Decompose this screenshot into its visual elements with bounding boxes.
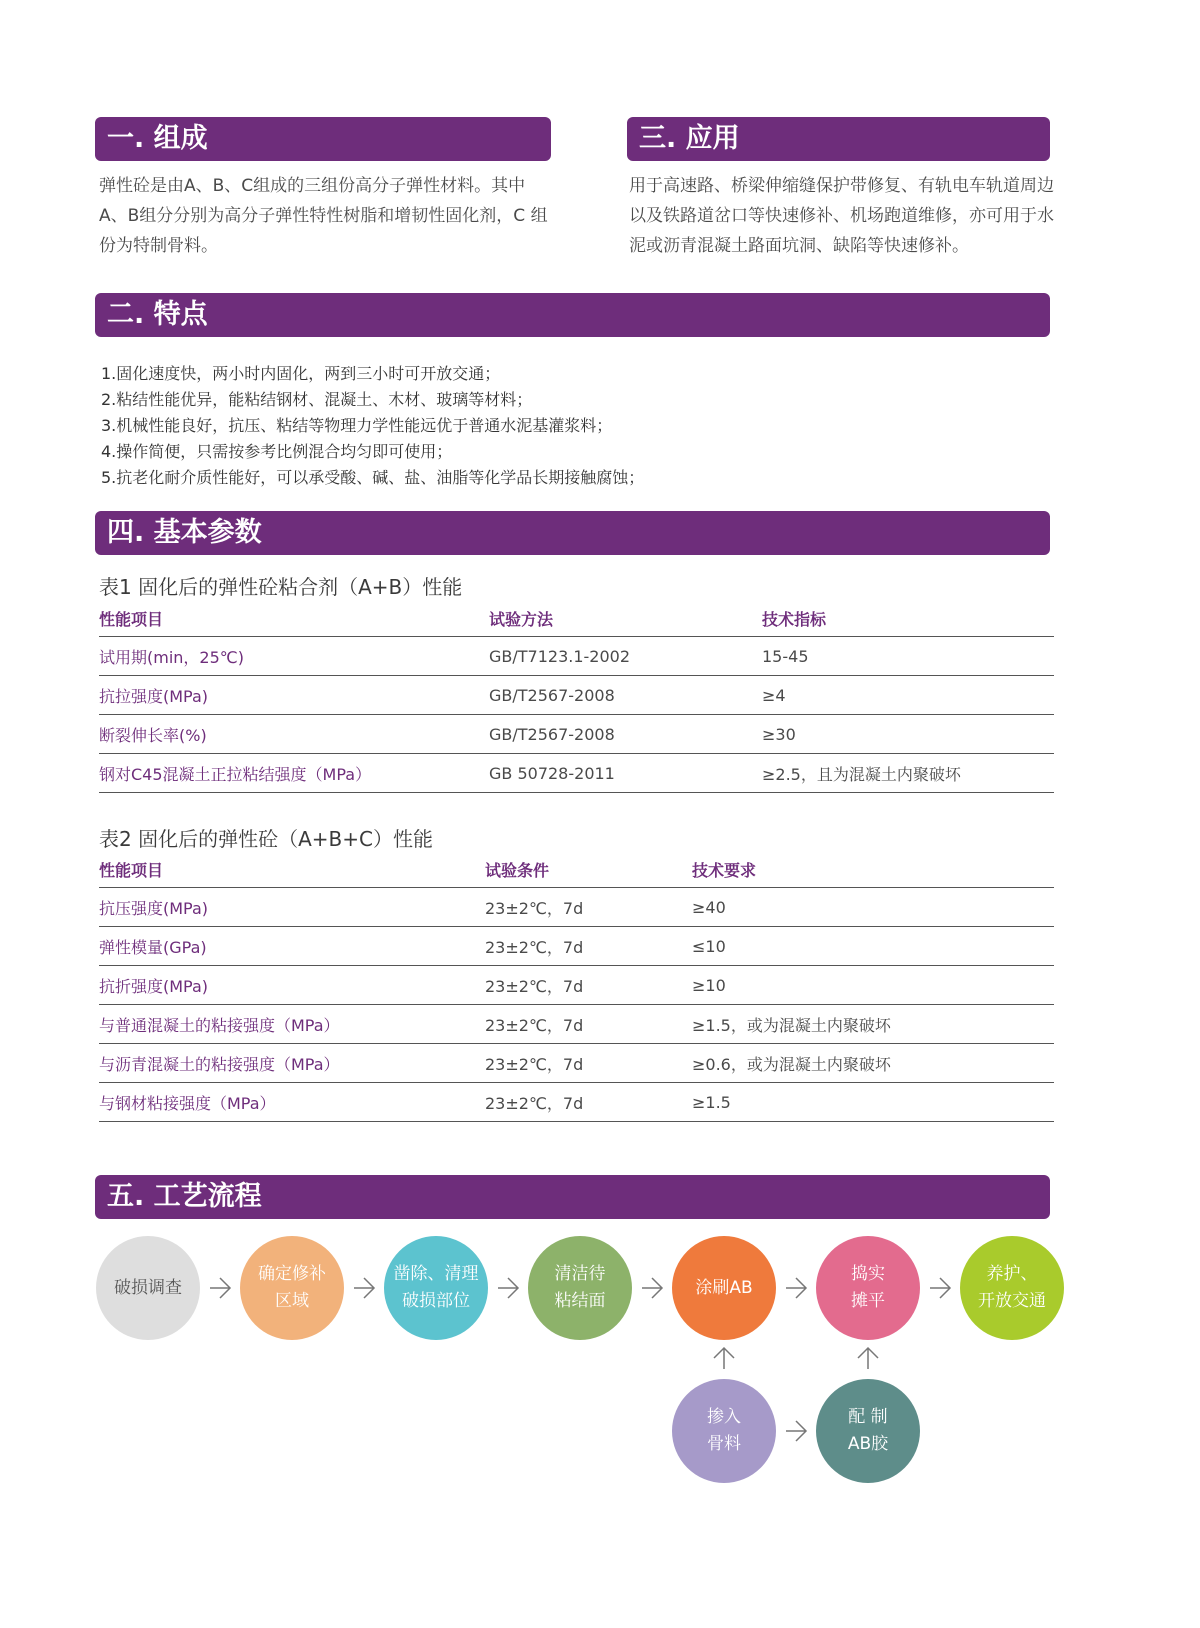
process-step-label [978, 1261, 1046, 1315]
cell-item: 与普通混凝土的粘接强度（MPa） [99, 1005, 485, 1044]
table1-header-method: 试验方法 [489, 600, 762, 637]
table-row [99, 754, 1054, 793]
application-line: 以及铁路道岔口等快速修补、机场跑道维修，亦可用于水 [629, 206, 1054, 226]
cell-condition: 23±2℃，7d [485, 966, 692, 1005]
process-step-line: 养护、 [986, 1264, 1038, 1284]
arrow-right-icon [207, 1275, 233, 1301]
process-step [816, 1379, 920, 1483]
process-step [960, 1236, 1064, 1340]
process-step-line: 破损调查 [114, 1277, 182, 1298]
cell-spec: ≥4 [762, 676, 1054, 715]
cell-item: 钢对C45混凝土正拉粘结强度（MPa） [99, 754, 489, 793]
table1 [99, 600, 1054, 793]
cell-requirement: ≥1.5 [692, 1083, 1054, 1122]
process-step-line: 掺入 [707, 1407, 741, 1427]
process-step [672, 1379, 776, 1483]
table1-header-spec: 技术指标 [762, 600, 1054, 637]
table2-caption: 表2 固化后的弹性砼（A+B+C）性能 [99, 827, 433, 851]
process-step-label [848, 1404, 888, 1458]
feature-item: 5.抗老化耐介质性能好，可以承受酸、碱、盐、油脂等化学品长期接触腐蚀； [101, 468, 645, 487]
table-row [99, 676, 1054, 715]
cell-requirement: ≤10 [692, 927, 1054, 966]
section-banner-parameters [95, 511, 1050, 555]
table-row [99, 927, 1054, 966]
composition-line: 弹性砼是由A、B、C组成的三组份高分子弹性材料。其中 [99, 176, 526, 196]
process-step-line: 粘结面 [554, 1291, 606, 1311]
process-step-line: 涂刷AB [695, 1277, 753, 1298]
process-step-label [394, 1261, 479, 1315]
table-row [99, 715, 1054, 754]
composition-text [99, 171, 559, 261]
features-list [101, 361, 1101, 491]
section-banner-application [627, 117, 1050, 161]
process-step-line: 捣实 [851, 1264, 885, 1284]
cell-condition: 23±2℃，7d [485, 1083, 692, 1122]
table-row [99, 1083, 1054, 1122]
cell-item: 弹性模量(GPa) [99, 927, 485, 966]
arrow-right-icon [351, 1275, 377, 1301]
process-step-label [851, 1261, 885, 1315]
cell-requirement: ≥10 [692, 966, 1054, 1005]
section-banner-process [95, 1175, 1050, 1219]
section-banner-features [95, 293, 1050, 337]
cell-item: 抗拉强度(MPa) [99, 676, 489, 715]
cell-item: 抗压强度(MPa) [99, 888, 485, 927]
process-step-label [555, 1261, 606, 1315]
process-step-label [695, 1275, 752, 1302]
process-step-line: 确定修补 [258, 1264, 326, 1284]
table2 [99, 851, 1054, 1122]
arrow-right-icon [783, 1275, 809, 1301]
section-title-process: 五. 工艺流程 [107, 1181, 262, 1212]
table-header-row [99, 851, 1054, 888]
cell-method: GB/T2567-2008 [489, 676, 762, 715]
composition-line: A、B组分分别为高分子弹性特性树脂和增韧性固化剂，C 组 [99, 206, 548, 226]
cell-method: GB/T2567-2008 [489, 715, 762, 754]
cell-spec: ≥30 [762, 715, 1054, 754]
table-row [99, 1005, 1054, 1044]
feature-item: 2.粘结性能优异，能粘结钢材、混凝土、木材、玻璃等材料； [101, 390, 533, 409]
cell-item: 断裂伸长率(%) [99, 715, 489, 754]
table-row [99, 1044, 1054, 1083]
cell-spec: 15-45 [762, 637, 1054, 676]
process-step-line: AB胶 [847, 1434, 889, 1454]
section-banner-composition [95, 117, 551, 161]
table2-header-condition: 试验条件 [485, 851, 692, 888]
arrow-right-icon [783, 1418, 809, 1444]
process-step-label [707, 1404, 741, 1458]
arrow-up-icon [855, 1345, 881, 1371]
process-step-line: 开放交通 [978, 1291, 1046, 1311]
process-step [240, 1236, 344, 1340]
process-step [816, 1236, 920, 1340]
cell-item: 与钢材粘接强度（MPa） [99, 1083, 485, 1122]
table-row [99, 637, 1054, 676]
table-row [99, 888, 1054, 927]
process-step [528, 1236, 632, 1340]
process-step [672, 1236, 776, 1340]
feature-item: 1.固化速度快，两小时内固化，两到三小时可开放交通； [101, 364, 501, 383]
table2-header-requirement: 技术要求 [692, 851, 1054, 888]
process-step [96, 1236, 200, 1340]
cell-spec: ≥2.5，且为混凝土内聚破坏 [762, 754, 1054, 793]
process-step [384, 1236, 488, 1340]
cell-requirement: ≥40 [692, 888, 1054, 927]
cell-condition: 23±2℃，7d [485, 1005, 692, 1044]
section-title-features: 二. 特点 [107, 299, 208, 330]
feature-item: 4.操作简便，只需按参考比例混合均匀即可使用； [101, 442, 453, 461]
arrow-right-icon [639, 1275, 665, 1301]
cell-condition: 23±2℃，7d [485, 927, 692, 966]
arrow-right-icon [495, 1275, 521, 1301]
feature-item: 3.机械性能良好，抗压、粘结等物理力学性能远优于普通水泥基灌浆料； [101, 416, 613, 435]
section-title-application: 三. 应用 [639, 123, 740, 154]
process-step-label [258, 1261, 326, 1315]
cell-item: 与沥青混凝土的粘接强度（MPa） [99, 1044, 485, 1083]
table2-header-item: 性能项目 [99, 851, 485, 888]
process-step-line: 区域 [275, 1291, 309, 1311]
table-header-row [99, 600, 1054, 637]
table-row [99, 966, 1054, 1005]
arrow-up-icon [711, 1345, 737, 1371]
cell-requirement: ≥1.5，或为混凝土内聚破坏 [692, 1005, 1054, 1044]
process-step-line: 凿除、清理 [393, 1264, 479, 1284]
cell-condition: 23±2℃，7d [485, 888, 692, 927]
table1-header-item: 性能项目 [99, 600, 489, 637]
application-line: 用于高速路、桥梁伸缩缝保护带修复、有轨电车轨道周边 [629, 176, 1054, 196]
composition-line: 份为特制骨料。 [99, 236, 218, 256]
cell-requirement: ≥0.6，或为混凝土内聚破坏 [692, 1044, 1054, 1083]
process-step-line: 配 制 [848, 1407, 888, 1427]
cell-item: 抗折强度(MPa) [99, 966, 485, 1005]
process-step-line: 骨料 [707, 1434, 741, 1454]
process-step-label [114, 1275, 182, 1302]
section-title-composition: 一. 组成 [107, 123, 208, 154]
process-step-line: 破损部位 [402, 1291, 470, 1311]
table1-caption: 表1 固化后的弹性砼粘合剂（A+B）性能 [99, 575, 463, 599]
cell-condition: 23±2℃，7d [485, 1044, 692, 1083]
application-text [629, 171, 1069, 261]
application-line: 泥或沥青混凝土路面坑洞、缺陷等快速修补。 [629, 236, 969, 256]
process-step-line: 摊平 [851, 1291, 885, 1311]
cell-method: GB/T7123.1-2002 [489, 637, 762, 676]
process-step-line: 清洁待 [554, 1264, 606, 1284]
section-title-parameters: 四. 基本参数 [107, 517, 262, 548]
cell-item: 试用期(min，25℃) [99, 637, 489, 676]
cell-method: GB 50728-2011 [489, 754, 762, 793]
arrow-right-icon [927, 1275, 953, 1301]
